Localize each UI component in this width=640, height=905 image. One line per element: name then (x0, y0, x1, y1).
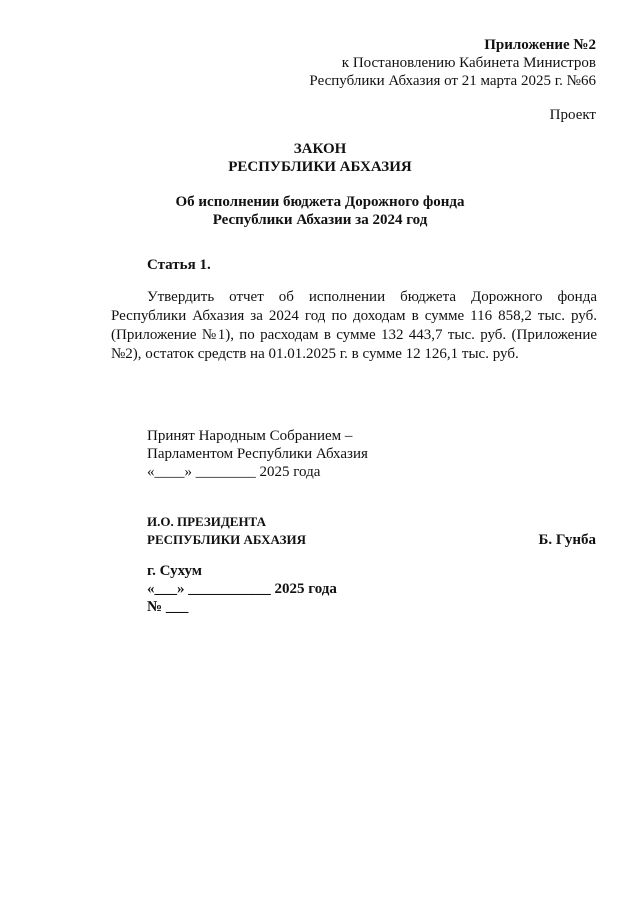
law-subject-line1: Об исполнении бюджета Дорожного фонда (175, 194, 465, 210)
adoption-date-line: «____» ________ 2025 года (147, 464, 321, 480)
date-line (147, 580, 337, 598)
adoption-block (147, 427, 368, 481)
law-title (0, 140, 640, 176)
signatory-title-line1: И.О. ПРЕЗИДЕНТА (147, 514, 266, 529)
number-blank: ___ (165, 599, 189, 615)
number-sign: № (147, 599, 163, 615)
signatory-title (147, 513, 306, 549)
number-line (147, 598, 337, 616)
signatory-name: Б. Гунба (538, 532, 596, 548)
date-day-blank: «___» (147, 581, 185, 597)
appendix-block (309, 36, 596, 90)
law-subject-line2: Республики Абхазии за 2024 год (212, 212, 428, 228)
law-subject (0, 193, 640, 229)
article-heading: Статья 1. (147, 257, 211, 273)
adoption-line2: Парламентом Республики Абхазия (147, 446, 368, 462)
city-line: г. Сухум (147, 563, 203, 579)
adoption-line1: Принят Народным Собранием – (147, 428, 353, 444)
place-date-block (147, 562, 337, 616)
law-title-line1: ЗАКОН (293, 141, 347, 157)
appendix-number: Приложение №2 (484, 37, 596, 53)
appendix-reference-line: к Постановлению Кабинета Министров (341, 55, 596, 71)
signatory-title-line2: РЕСПУБЛИКИ АБХАЗИЯ (147, 532, 306, 547)
article-body: Утвердить отчет об исполнении бюджета Дорожного фонда Республики Абхазия за 2024 год по доходам в сумме 116 858,2 тыс. руб. (Приложение №1), по расходам в сумме 132 443,7 тыс. руб. (Приложение №2), остаток средств на 01.01.2025 г. в сумме 12 126,1 тыс. руб. (111, 289, 597, 362)
date-year: 2025 года (274, 581, 337, 597)
appendix-resolution-line: Республики Абхазия от 21 марта 2025 г. №66 (309, 73, 596, 89)
law-title-line2: РЕСПУБЛИКИ АБХАЗИЯ (228, 159, 412, 175)
draft-label: Проект (549, 107, 596, 123)
date-month-blank: ___________ (188, 581, 271, 597)
